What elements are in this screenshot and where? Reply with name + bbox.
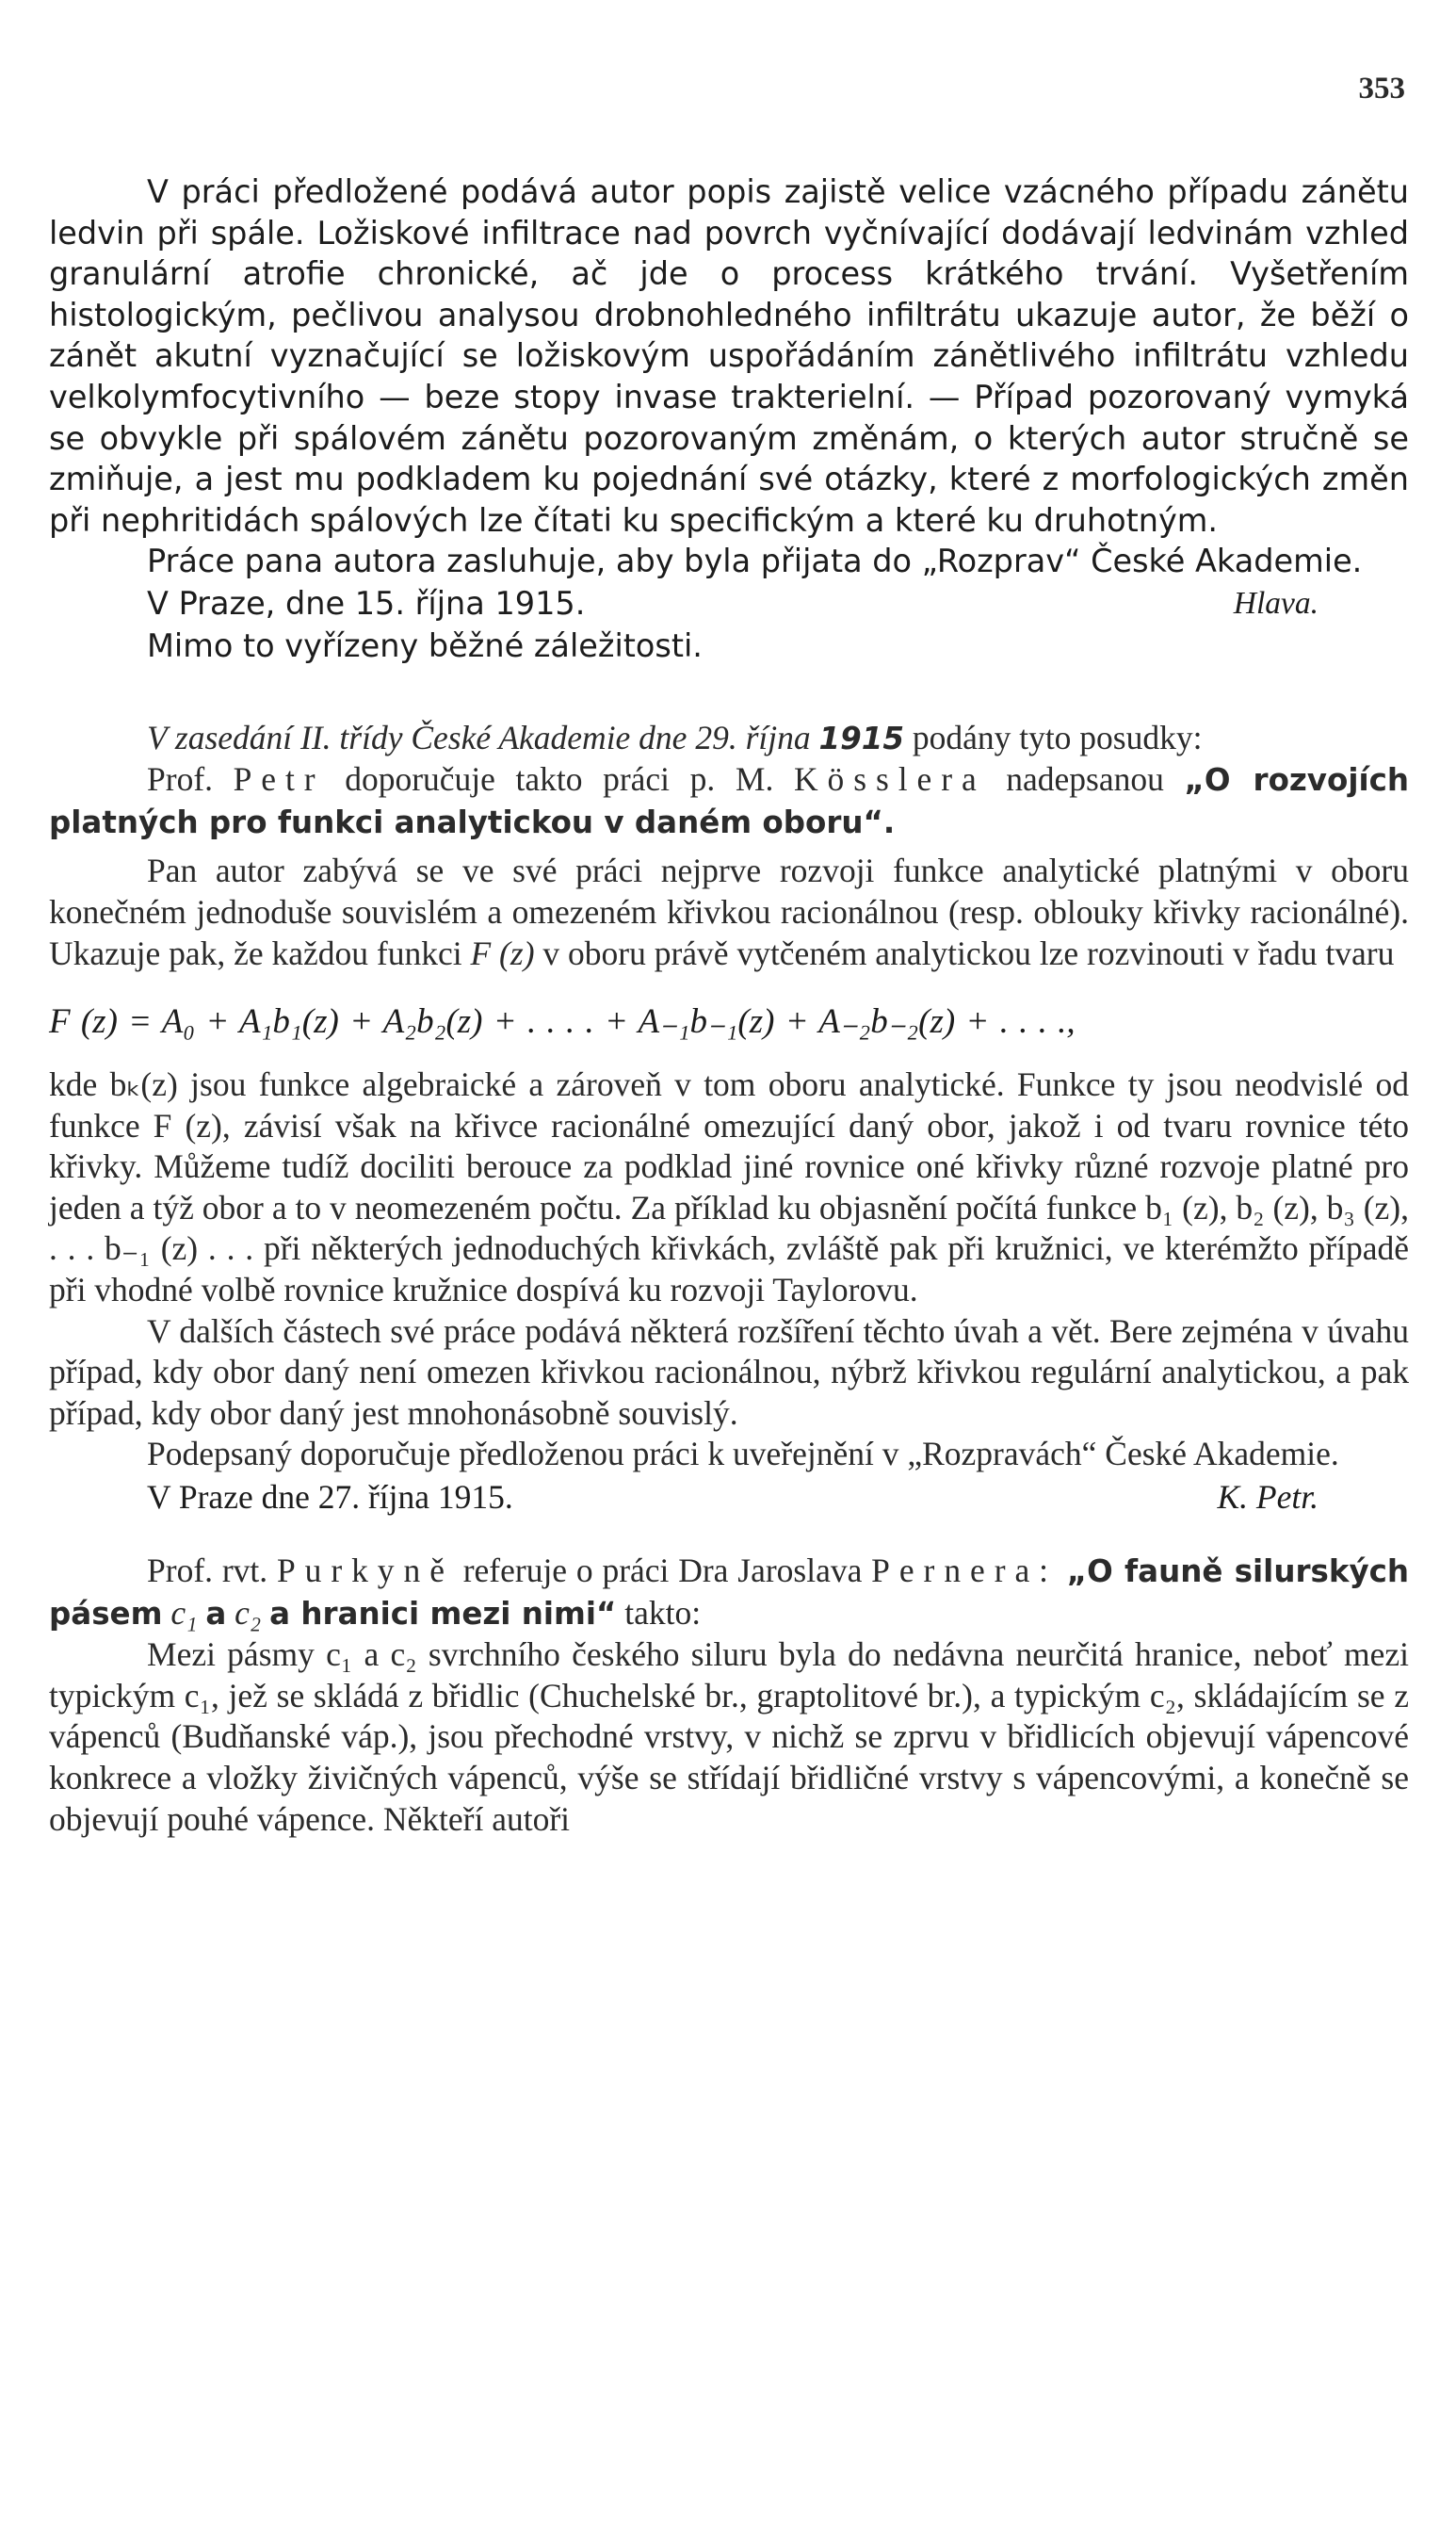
- report1-signature-row: [49, 582, 1409, 626]
- session-heading-italic: V zasedání II. třídy České Akademie dne 29. října: [147, 718, 811, 756]
- report3-prof-name: Purkyně: [276, 1552, 454, 1590]
- report2-signature: K. Petr.: [1217, 1478, 1318, 1517]
- report2-recommends: doporučuje takto práci p. M.: [345, 760, 774, 799]
- series-formula: F (z) = A₀ + A₁b₁(z) + A₂b₂(z) + . . . . + A₋₁b₋₁(z) + A₋₂b₋₂(z) + . . . .,: [49, 1002, 1076, 1042]
- report2-prof-prefix: Prof.: [147, 760, 214, 799]
- report1-signature: Hlava.: [1233, 585, 1318, 621]
- report1-place-date: V Praze, dne 15. října 1915.: [147, 584, 586, 622]
- report3-c1: c₁: [170, 1593, 198, 1632]
- session-heading-year: 1915: [818, 720, 904, 756]
- report2-author-name: Kösslera: [793, 760, 986, 799]
- report1-recommendation: Práce pana autora zasluhuje, aby byla přijata do „Rozprav“ České Akademie.: [147, 543, 1363, 580]
- report2-paragraph2: kde bₖ(z) jsou funkce algebraické a zároveň v tom oboru analytické. Funkce ty jsou neodvislé od funkce F (z), závisí však na křivce racionálné omezující daný obor, jakož i od tvaru rovnice této křivky. Můžeme tudíž dociliti berouce za podklad jiné rovnice oné křivky různé rozvoje platné pro jeden a týž obor a to v neomezeném počtu. Za příklad ku objasnění počítá funkce b₁ (z), b₂ (z), b₃ (z), . . . b₋₁ (z) . . . při některých jednoduchých křivkách, zvláště pak při kružnici, ve kterémžto případě při vhodné volbě rovnice kružnice dospívá ku rozvoji Taylorovu.: [49, 1065, 1409, 1309]
- page-number: 353: [1358, 72, 1405, 106]
- report2-titled: nadepsanou: [1006, 760, 1164, 799]
- report2-prof-name: Petr: [233, 760, 325, 799]
- section-gap: [49, 667, 1409, 718]
- page-text: [49, 171, 1409, 1840]
- report3-prof-prefix: Prof. rvt.: [147, 1552, 268, 1590]
- report3-title-end: a hranici mezi nimi“: [269, 1595, 617, 1632]
- report2-paragraph1: [49, 851, 1409, 974]
- report2-place-date: V Praze dne 27. října 1915.: [147, 1478, 513, 1517]
- report2-para1-end: v oboru právě vytčeném analytickou lze rozvinouti v řadu tvaru: [542, 934, 1395, 972]
- report3-intro: [49, 1551, 1409, 1634]
- report3-c2: c₂: [235, 1593, 262, 1632]
- report3-thus: takto:: [624, 1593, 702, 1632]
- session-heading-rest: podány tyto posudky:: [912, 718, 1203, 756]
- report2-intro: [49, 759, 1409, 843]
- session-heading: [49, 718, 1409, 760]
- report3-title-start: „O fauně silurských pásem: [49, 1553, 1410, 1632]
- report2-work-title: „O rozvojích platných pro funkci analytickou v daném oboru“.: [49, 762, 1410, 840]
- report3-author-name: Pernera:: [871, 1552, 1058, 1590]
- report2-para1-start: Pan autor zabývá se ve své práci nejprve rozvoji funkce analytické platnými v oboru konečném jednoduše souvislém a omezeném křivkou racionálnou (resp. oblouky křivky racionálné). Ukazuje pak, že každou funkci: [49, 852, 1409, 972]
- report2-signature-row: [49, 1475, 1409, 1519]
- report2-paragraph4: Podepsaný doporučuje předloženou práci k uveřejnění v „Rozpravách“ České Akademie.: [147, 1435, 1339, 1473]
- report3-refers: referuje o práci Dra Jaroslava: [462, 1552, 863, 1590]
- report3-paragraph1: Mezi pásmy c₁ a c₂ svrchního českého siluru byla do nedávna neurčitá hranice, neboť mezi typickým c₁, jež se skládá z břidlic (Chuchelské br., graptolitové br.), a typickým c₂, skládajícím se z vápenců (Budňanské váp.), jsou přechodné vrstvy, v nichž se zprvu v břidlicích objevují vápencové konkrece a vložky živičných vápenců, výše se střídají břidličné vrstvy s vápencovými, a konečně se objevují pouhé vápence. Někteří autoři: [49, 1635, 1409, 1838]
- report1-note: Mimo to vyřízeny běžné záležitosti.: [147, 626, 703, 664]
- section-gap: [49, 1519, 1409, 1551]
- report2-func-symbol: F (z): [470, 934, 535, 972]
- report2-paragraph3: V dalších částech své práce podává některá rozšíření těchto úvah a vět. Bere zejména v úvahu případ, kdy obor daný není omezen křivkou racionálnou, nýbrž křivkou regulární analytickou, a pak případ, kdy obor daný jest mnohonásobně souvislý.: [49, 1311, 1409, 1432]
- report3-and: a: [205, 1595, 227, 1632]
- report1-paragraph: V práci předložené podává autor popis zajistě velice vzácného případu zánětu ledvin při spále. Ložiskové infiltrace nad povrch vyčnívající dodávají ledvinám vzhled granulární atrofie chronické, ač jde o process krátkého trvání. Vyšetřením histologickým, pečlivou analysou drobnohledného infiltrátu ukazuje autor, že běží o zánět akutní vyznačující se ložiskovým uspořádáním zánětlivého infiltrátu vzhledu velkolymfocytivního — beze stopy invase trakterielní. — Případ pozorovaný vymyká se obvykle při spálovém zánětu pozorovaným změnám, o kterých autor stručně se zmiňuje, a jest mu podkladem ku pojednání své otázky, které z morfologických změn při nephritidách spálových lze čítati ku specifickým a které ku druhotným.: [49, 173, 1409, 539]
